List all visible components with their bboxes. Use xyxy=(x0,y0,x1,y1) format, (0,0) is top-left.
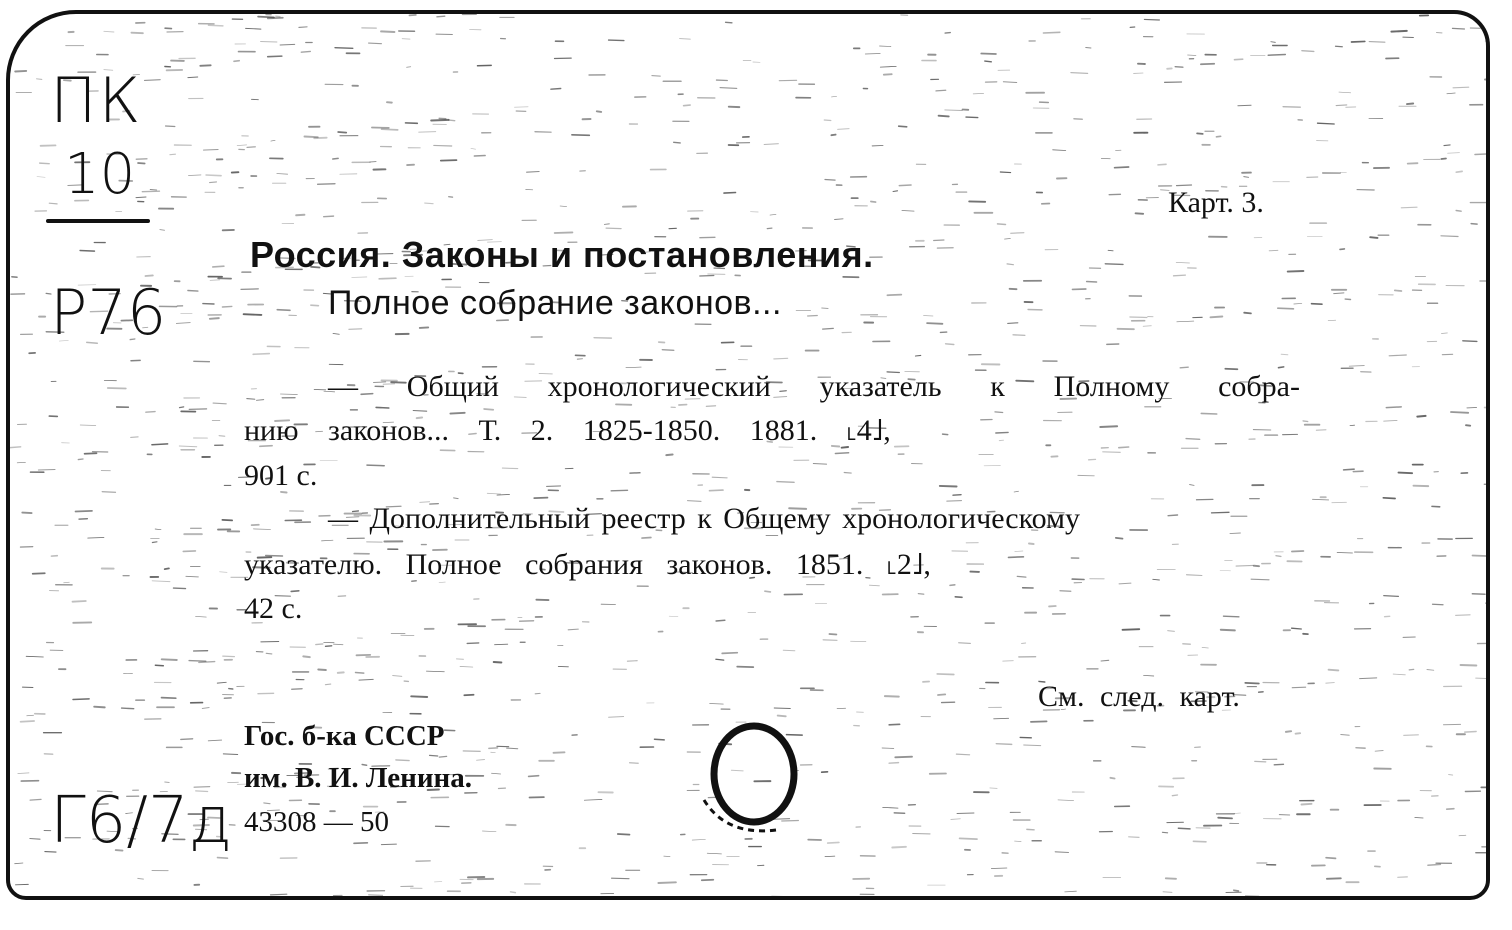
handwritten-mark-pk: ПК xyxy=(50,64,143,137)
handwritten-call-number: Р76 xyxy=(50,276,167,349)
catalog-card xyxy=(6,10,1490,900)
handwritten-mark-10: 10 xyxy=(64,142,136,207)
punch-hole xyxy=(696,712,816,842)
entry-2-line-2: указателю. Полное собрания законов. 1851. ˪2˩, xyxy=(244,548,931,581)
see-next-card: См. след. карт. xyxy=(1038,680,1240,713)
card-subtitle: Полное собрание законов... xyxy=(328,284,782,322)
card-heading: Россия. Законы и постановления. xyxy=(250,234,874,275)
library-order-number: 43308 — 50 xyxy=(244,806,389,838)
library-name-line-2: им. В. И. Ленина. xyxy=(244,762,473,794)
entry-1-line-1: — Общий хронологический указатель к Полному собра- xyxy=(328,370,1300,403)
library-name: Гос. б-ка СССР xyxy=(244,720,445,752)
entry-2-line-1: — Дополнительный реестр к Общему хронологическому xyxy=(328,502,1081,535)
handwritten-shelf-mark: Г6/7д xyxy=(50,784,232,858)
card-number: Карт. 3. xyxy=(1168,186,1264,219)
handwritten-underline xyxy=(46,219,150,223)
entry-1-line-2: нию законов... Т. 2. 1825-1850. 1881. ˪4˩, xyxy=(244,414,891,447)
entry-1-line-3: 901 с. xyxy=(244,459,318,492)
entry-2-line-3: 42 с. xyxy=(244,592,303,625)
